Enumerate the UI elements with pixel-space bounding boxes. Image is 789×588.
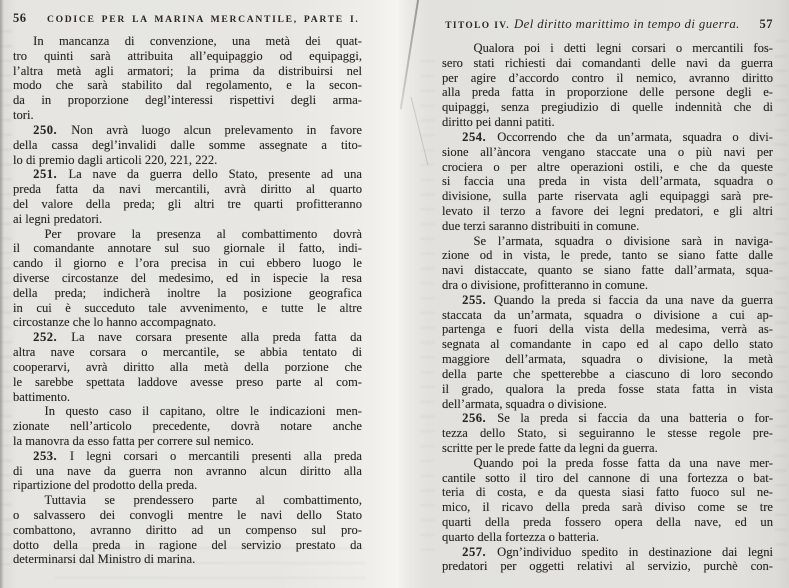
text-line: determinarsi dal Ministro di marina. [13, 552, 196, 567]
text-line: o salvassero dei convogli mentre le navi dello Stato [13, 508, 362, 522]
text-line: battimento. [13, 389, 71, 404]
text-line: quipaggi, senza pregiudizio di quelle indennità che di [442, 100, 773, 115]
text-line: tezza dello Stato, si seguiranno le stesse regole pre- [442, 426, 773, 441]
text-line: levato il terzo a favore dei legni predatori, e gli altri [442, 203, 773, 218]
paragraph [13, 34, 362, 123]
text-line: Tuttavia se prendessero parte al combattimento, [44, 493, 362, 508]
text-line: dra o divisione, profitteranno in comune. [442, 278, 648, 292]
article-number: 256. [462, 411, 498, 426]
text-line: il grado, qualora la preda fosse stata fatta in vista [442, 381, 773, 396]
text-line: per agire d’accordo contro il nemico, avranno diritto [442, 70, 773, 85]
paragraph [13, 493, 362, 567]
text-line: la manovra da esso fatta per correre sul nemico. [13, 433, 254, 448]
paragraph [442, 411, 773, 455]
text-line: 252. La nave corsara presente alla preda fatta da [33, 330, 362, 345]
text-line: del valore della preda; gli altri tre quarti profitteranno [13, 196, 362, 211]
text-line: diverse circostanze del medesimo, ed in ispecie la resa [13, 271, 362, 285]
text-line: In mancanza di convenzione, una metà dei quat- [33, 34, 362, 48]
paragraph [442, 234, 773, 293]
right-running-header [442, 15, 773, 33]
text-line: cooperarvi, avrà diritto alla metà della porzione che [13, 359, 362, 374]
text-line: 253. I legni corsari o mercantili presenti alla preda [33, 448, 362, 463]
paragraph [13, 330, 362, 404]
paragraph [442, 456, 773, 545]
right-running-title [442, 15, 743, 33]
text-line: 255. Quando la preda si faccia da una nave da guerra [462, 292, 773, 307]
article-number: 250. [33, 122, 72, 137]
text-line: il comandante annotare sul suo giornale il fatto, indi- [13, 241, 362, 256]
text-line: in cui è succeduto tale avvenimento, e tutte le altre [13, 300, 362, 315]
text-line: 251. La nave da guerra dello Stato, presente ad una [33, 167, 362, 182]
paragraph [13, 167, 362, 226]
text-line: dotto della preda in ragione del servizio prestato da [13, 537, 362, 552]
text-line: zionate nell’articolo precedente, dovrà notare anche [13, 419, 362, 434]
paragraph [442, 293, 773, 412]
text-line: diritto pei danni patiti. [442, 115, 555, 130]
left-running-header [13, 11, 362, 26]
text-line: tro quinti sarà attribuita all’equipaggio od equipaggi, [13, 48, 362, 63]
text-line: preda fatta da navi mercantili, avrà diritto al quarto [13, 182, 362, 197]
text-line: quarti della preda fossero opera della nave, ed un [442, 515, 773, 529]
text-line: crociera o per altre operazioni ostili, e che da queste [442, 159, 773, 174]
text-line: l’altra metà agli armatori; la prima da distribuirsi nel [13, 63, 362, 78]
text-line: Per provare la presenza al combattimento dovrà [44, 226, 362, 241]
text-line: partenga e fuori della vista della medesima, verrà as- [442, 322, 773, 337]
text-line: le sarebbe spettata laddove avesse preso parte al com- [13, 374, 362, 389]
paragraph [13, 449, 362, 493]
right-title-italic: Del diritto marittimo in tempo di guerra. [513, 17, 740, 31]
text-line: zione od in vista, le prede, tanto se siano fatte dalle [442, 248, 773, 263]
text-line: si faccia una preda in vista dell’armata, squadra o [442, 174, 773, 189]
paragraph [13, 227, 362, 331]
text-line: cando il giorno e l’ora precisa in cui ebbero luogo le [13, 256, 362, 271]
text-line: della parte che spetterebbe a ciascuno di loro secondo [442, 366, 773, 381]
text-line: 250. Non avrà luogo alcun prelevamento in favore [33, 122, 362, 137]
text-line: altra nave corsara o mercantile, se abbia tentato di [13, 345, 362, 360]
text-line: ripartizione del prodotto della preda. [13, 478, 198, 493]
text-line: da in proporzione degl’interessi rispettivi degli arma- [13, 93, 362, 108]
left-running-title: CODICE PER LA MARINA MERCANTILE, PARTE I. [47, 14, 360, 25]
text-line: navi distaccate, quanto se siano fatte dall’armata, squa- [442, 263, 773, 278]
text-line: maggiore dell’armata, squadra o divisione, la metà [442, 352, 773, 367]
text-line: divisione, sulla parte riservata agli equipaggi sarà pre- [442, 189, 773, 204]
text-line: ai legni predatori. [13, 211, 103, 226]
text-line: Qualora poi i detti legni corsari o mercantili fos- [473, 41, 773, 55]
text-line: lo di premio dagli articoli 220, 221, 222. [13, 152, 218, 167]
text-line: predatori per oggetti relativi al servizio, purchè con- [442, 559, 773, 574]
text-line: circostanze che lo hanno accompagnato. [13, 315, 217, 330]
text-line: della cassa degl’invalidi dalle somme assegnate a tito- [13, 137, 362, 152]
text-line: teria di costa, e da questa siasi fatto fuoco sul ne- [442, 485, 773, 500]
text-line: mico, il ricavo della preda sarà diviso come se tre [442, 500, 773, 515]
right-page-body [442, 41, 773, 574]
text-line: della preda; indicherà inoltre la posizione geografica [13, 285, 362, 300]
article-number: 257. [462, 544, 498, 559]
right-page-number: 57 [759, 17, 773, 31]
text-line: cantile sotto il tiro del cannone di una fortezza o bat- [442, 470, 773, 485]
text-line: Quando poi la preda fosse fatta da una nave mer- [473, 455, 773, 470]
text-line: 256. Se la preda si faccia da una batteria o for- [462, 411, 773, 426]
text-line: alla preda fatta in proporzione delle persone degli e- [442, 85, 773, 100]
text-line: scritte per le prede fatte da legni da guerra. [442, 440, 658, 455]
text-line: modo che sarà stabilito dal regolamento, e la secon- [13, 78, 362, 93]
article-number: 254. [462, 129, 498, 144]
left-page-number: 56 [13, 11, 27, 25]
paragraph [13, 123, 362, 167]
paragraph [442, 545, 773, 575]
text-line: dell’armata, squadra o divisione. [442, 396, 607, 411]
text-line: di una nave da guerra non avranno alcun diritto alla [13, 463, 362, 478]
article-number: 251. [33, 167, 69, 182]
text-line: quarto della fortezza o batteria. [442, 529, 599, 544]
text-line: sione all’àncora vengano staccate una o più navi per [442, 144, 773, 159]
text-line: sero stati richiesti dai comandanti delle navi da guerra [442, 55, 773, 70]
text-line: staccata da un’armata, squadra o divisione a cui ap- [442, 307, 773, 322]
text-line: 254. Occorrendo che da un’armata, squadra o divi- [462, 129, 773, 144]
paragraph [13, 404, 362, 448]
article-number: 252. [33, 330, 72, 345]
paragraph [442, 130, 773, 234]
text-line: tori. [13, 108, 34, 123]
right-page [398, 0, 789, 588]
article-number: 255. [462, 292, 494, 307]
text-line: Se l’armata, squadra o divisione sarà in naviga- [473, 233, 773, 248]
paragraph [442, 41, 773, 130]
right-section-label: TITOLO IV. [445, 21, 510, 31]
text-line: 257. Ogn’individuo spedito in destinazione dai legni [462, 544, 773, 559]
text-line: combattono, avranno diritto ad un compenso sul pro- [13, 522, 362, 537]
text-line: segnata al comandante in capo ed al capo dello stato [442, 337, 773, 352]
text-line: In questo caso il capitano, oltre le indicazioni men- [44, 404, 362, 419]
left-page-body [13, 34, 362, 567]
text-line: due terzi saranno distribuiti in comune. [442, 218, 640, 233]
article-number: 253. [33, 448, 70, 463]
